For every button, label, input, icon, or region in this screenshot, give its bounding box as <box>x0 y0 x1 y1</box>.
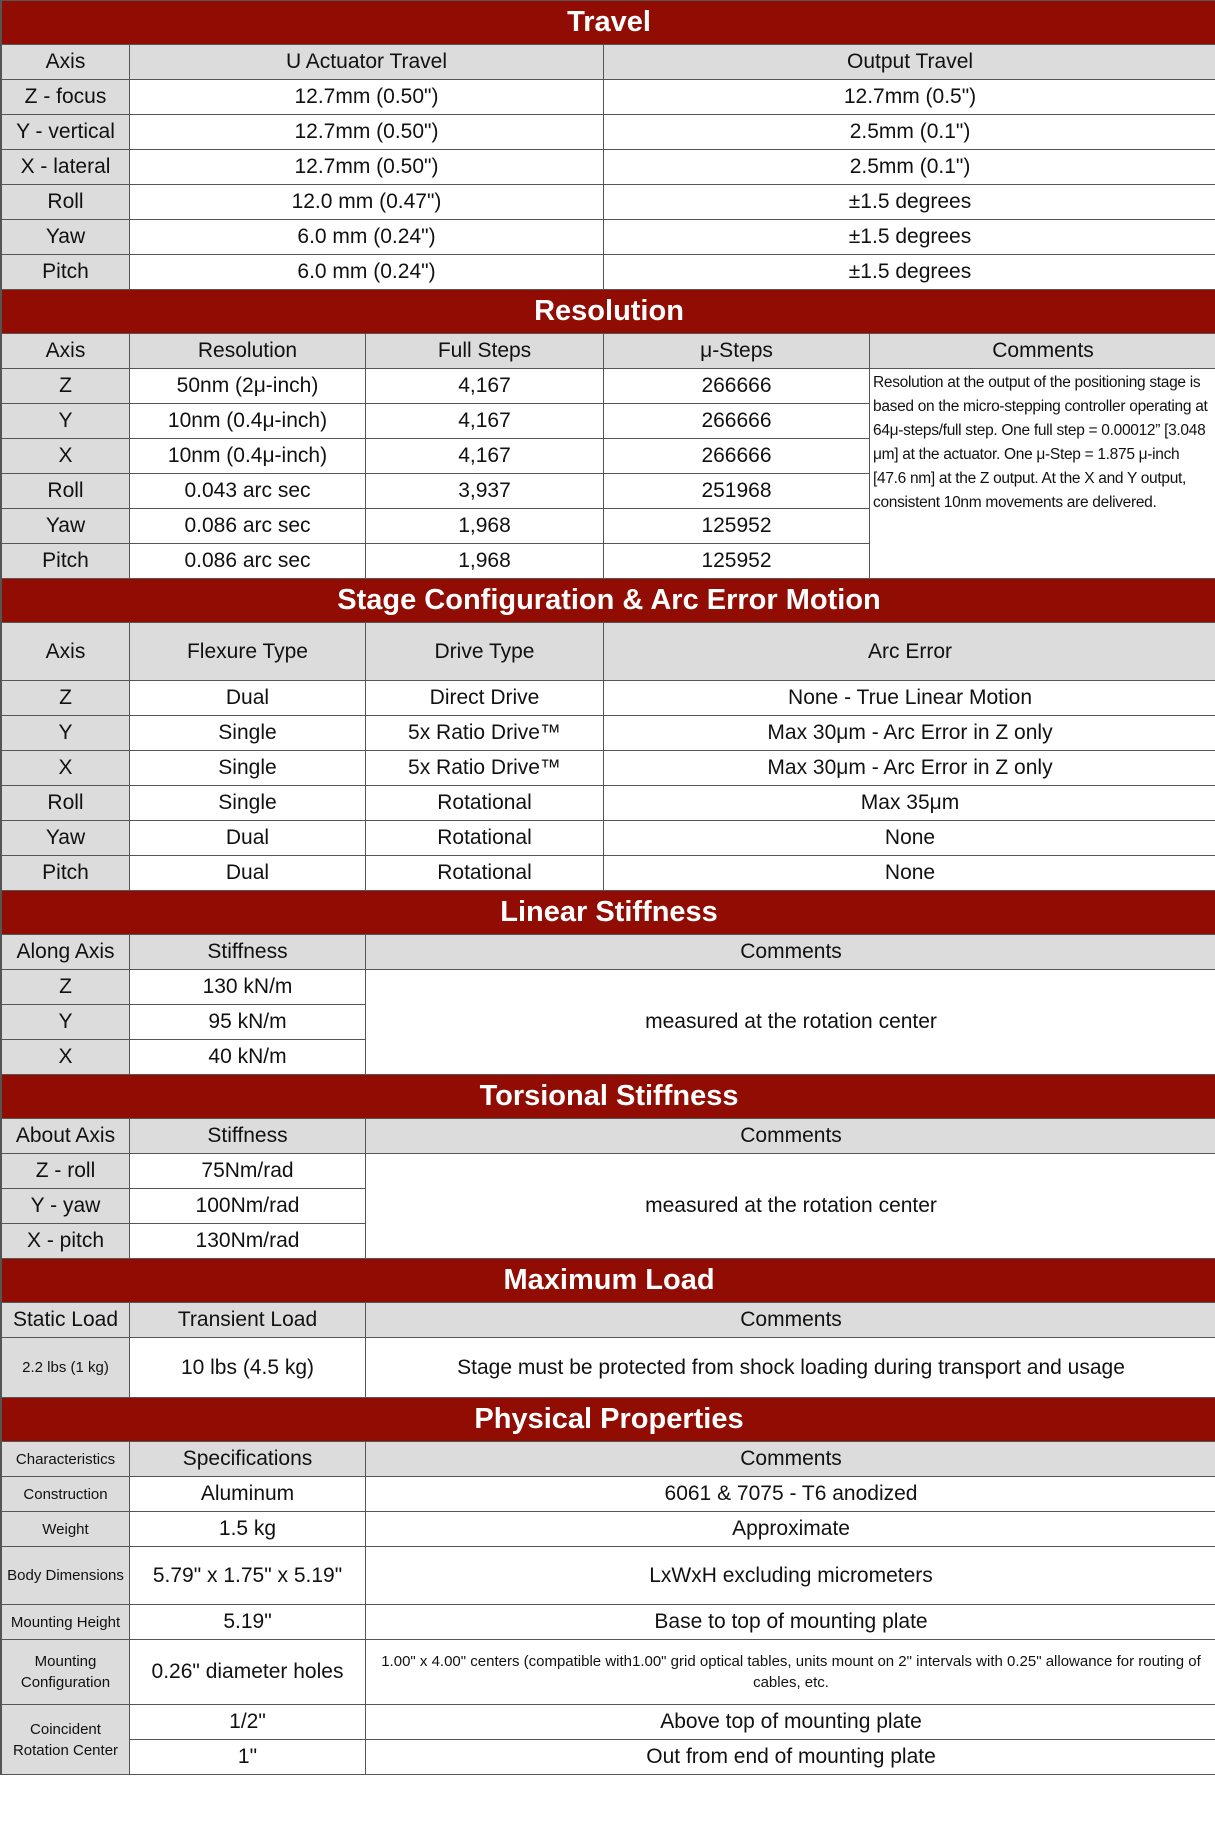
specification-value: 0.26" diameter holes <box>130 1640 366 1705</box>
flexure-type-value: Dual <box>130 856 366 891</box>
output-travel-value: ±1.5 degrees <box>604 255 1215 290</box>
axis-label: Y <box>2 716 130 751</box>
output-travel-value: 2.5mm (0.1") <box>604 150 1215 185</box>
drive-type-value: Rotational <box>366 856 604 891</box>
flexure-type-value: Single <box>130 751 366 786</box>
physical-comment: 1.00" x 4.00" centers (compatible with1.00" grid optical tables, units mount on 2" intervals with 0.25" allowance for routing of cables, etc. <box>366 1640 1215 1705</box>
arc-error-value: Max 30μm - Arc Error in Z only <box>604 751 1215 786</box>
table-row <box>2 1640 1215 1705</box>
stiffness-value: 40 kN/m <box>130 1040 366 1075</box>
axis-label: X <box>2 751 130 786</box>
micro-steps-value: 125952 <box>604 509 870 544</box>
flexure-type-value: Single <box>130 786 366 821</box>
resolution-value: 10nm (0.4μ-inch) <box>130 404 366 439</box>
table-row <box>2 751 1215 786</box>
characteristic-label: Mounting Configuration <box>2 1640 130 1705</box>
arc-error-value: None <box>604 856 1215 891</box>
resolution-value: 0.086 arc sec <box>130 544 366 579</box>
table-row <box>2 1547 1215 1605</box>
axis-label: X <box>2 439 130 474</box>
axis-label: Z <box>2 970 130 1005</box>
output-travel-value: 2.5mm (0.1") <box>604 115 1215 150</box>
full-steps-value: 1,968 <box>366 509 604 544</box>
stage-header-arc-error: Arc Error <box>604 623 1215 681</box>
table-row <box>2 970 1215 1005</box>
table-row <box>2 1154 1215 1189</box>
resolution-value: 10nm (0.4μ-inch) <box>130 439 366 474</box>
resolution-header-resolution: Resolution <box>130 334 366 369</box>
drive-type-value: 5x Ratio Drive™ <box>366 716 604 751</box>
full-steps-value: 4,167 <box>366 404 604 439</box>
resolution-comment: Resolution at the output of the positioning stage is based on the micro-stepping controller operating at 64μ-steps/full step. One full step = 0.00012” [3.048 μm] at the actuator. One μ-Step = 1.875 μ-inch [47.6 nm] at the Z output. At the X and Y output, consistent 10nm movements are delivered. <box>870 369 1215 579</box>
resolution-header-comments: Comments <box>870 334 1215 369</box>
micro-steps-value: 125952 <box>604 544 870 579</box>
axis-label: Pitch <box>2 255 130 290</box>
output-travel-value: ±1.5 degrees <box>604 220 1215 255</box>
torsional-header-stiffness: Stiffness <box>130 1119 366 1154</box>
flexure-type-value: Single <box>130 716 366 751</box>
stage-header-axis: Axis <box>2 623 130 681</box>
axis-label: X - pitch <box>2 1224 130 1259</box>
specification-value: 1.5 kg <box>130 1512 366 1547</box>
travel-section-title: Travel <box>2 1 1215 45</box>
axis-label: X <box>2 1040 130 1075</box>
actuator-travel-value: 12.7mm (0.50") <box>130 150 604 185</box>
resolution-header-full-steps: Full Steps <box>366 334 604 369</box>
table-row <box>2 220 1215 255</box>
physical-section-title: Physical Properties <box>2 1398 1215 1442</box>
axis-label: Yaw <box>2 509 130 544</box>
physical-comment: Out from end of mounting plate <box>366 1740 1215 1775</box>
axis-label: Roll <box>2 786 130 821</box>
axis-label: Y <box>2 404 130 439</box>
arc-error-value: Max 35μm <box>604 786 1215 821</box>
physical-header-comments: Comments <box>366 1442 1215 1477</box>
table-row <box>2 1740 1215 1775</box>
table-row <box>2 1338 1215 1398</box>
stage-header-drive: Drive Type <box>366 623 604 681</box>
drive-type-value: Rotational <box>366 821 604 856</box>
flexure-type-value: Dual <box>130 681 366 716</box>
travel-header-actuator: U Actuator Travel <box>130 45 604 80</box>
spec-table <box>1 0 1215 1775</box>
linear-section-title: Linear Stiffness <box>2 891 1215 935</box>
axis-label: Z - roll <box>2 1154 130 1189</box>
resolution-header-axis: Axis <box>2 334 130 369</box>
stiffness-value: 95 kN/m <box>130 1005 366 1040</box>
load-header-transient: Transient Load <box>130 1303 366 1338</box>
specification-value: 5.19" <box>130 1605 366 1640</box>
load-header-comments: Comments <box>366 1303 1215 1338</box>
full-steps-value: 4,167 <box>366 369 604 404</box>
table-row <box>2 681 1215 716</box>
table-row <box>2 1477 1215 1512</box>
specification-value: 5.79" x 1.75" x 5.19" <box>130 1547 366 1605</box>
table-row <box>2 185 1215 220</box>
load-section-title: Maximum Load <box>2 1259 1215 1303</box>
actuator-travel-value: 12.7mm (0.50") <box>130 80 604 115</box>
actuator-travel-value: 6.0 mm (0.24") <box>130 220 604 255</box>
rotation-center-label: Coincident Rotation Center <box>2 1705 130 1775</box>
physical-comment: LxWxH excluding micrometers <box>366 1547 1215 1605</box>
resolution-value: 0.086 arc sec <box>130 509 366 544</box>
arc-error-value: None <box>604 821 1215 856</box>
table-row <box>2 1512 1215 1547</box>
axis-label: Y - yaw <box>2 1189 130 1224</box>
physical-comment: Base to top of mounting plate <box>366 1605 1215 1640</box>
stiffness-value: 100Nm/rad <box>130 1189 366 1224</box>
torsional-comment: measured at the rotation center <box>366 1154 1215 1259</box>
output-travel-value: ±1.5 degrees <box>604 185 1215 220</box>
travel-header-output: Output Travel <box>604 45 1215 80</box>
actuator-travel-value: 12.7mm (0.50") <box>130 115 604 150</box>
static-load-value: 2.2 lbs (1 kg) <box>2 1338 130 1398</box>
transient-load-value: 10 lbs (4.5 kg) <box>130 1338 366 1398</box>
axis-label: Z - focus <box>2 80 130 115</box>
full-steps-value: 3,937 <box>366 474 604 509</box>
linear-header-stiffness: Stiffness <box>130 935 366 970</box>
table-row <box>2 150 1215 185</box>
resolution-header-micro-steps: μ-Steps <box>604 334 870 369</box>
full-steps-value: 1,968 <box>366 544 604 579</box>
actuator-travel-value: 6.0 mm (0.24") <box>130 255 604 290</box>
load-comment: Stage must be protected from shock loading during transport and usage <box>366 1338 1215 1398</box>
table-row <box>2 1605 1215 1640</box>
axis-label: X - lateral <box>2 150 130 185</box>
torsional-header-comments: Comments <box>366 1119 1215 1154</box>
stage-header-flexure: Flexure Type <box>130 623 366 681</box>
physical-header-characteristics: Characteristics <box>2 1442 130 1477</box>
characteristic-label: Body Dimensions <box>2 1547 130 1605</box>
travel-header-axis: Axis <box>2 45 130 80</box>
stiffness-value: 130 kN/m <box>130 970 366 1005</box>
linear-comment: measured at the rotation center <box>366 970 1215 1075</box>
axis-label: Z <box>2 369 130 404</box>
resolution-section-title: Resolution <box>2 290 1215 334</box>
full-steps-value: 4,167 <box>366 439 604 474</box>
table-row <box>2 856 1215 891</box>
actuator-travel-value: 12.0 mm (0.47") <box>130 185 604 220</box>
micro-steps-value: 266666 <box>604 439 870 474</box>
axis-label: Roll <box>2 474 130 509</box>
micro-steps-value: 266666 <box>604 369 870 404</box>
physical-comment: 6061 & 7075 - T6 anodized <box>366 1477 1215 1512</box>
characteristic-label: Weight <box>2 1512 130 1547</box>
resolution-value: 0.043 arc sec <box>130 474 366 509</box>
table-row <box>2 821 1215 856</box>
arc-error-value: None - True Linear Motion <box>604 681 1215 716</box>
axis-label: Pitch <box>2 544 130 579</box>
characteristic-label: Mounting Height <box>2 1605 130 1640</box>
characteristic-label: Construction <box>2 1477 130 1512</box>
axis-label: Yaw <box>2 220 130 255</box>
stiffness-value: 130Nm/rad <box>130 1224 366 1259</box>
linear-header-comments: Comments <box>366 935 1215 970</box>
output-travel-value: 12.7mm (0.5") <box>604 80 1215 115</box>
axis-label: Pitch <box>2 856 130 891</box>
physical-comment: Approximate <box>366 1512 1215 1547</box>
specification-value: 1" <box>130 1740 366 1775</box>
drive-type-value: 5x Ratio Drive™ <box>366 751 604 786</box>
table-row <box>2 255 1215 290</box>
axis-label: Roll <box>2 185 130 220</box>
physical-comment: Above top of mounting plate <box>366 1705 1215 1740</box>
torsional-header-axis: About Axis <box>2 1119 130 1154</box>
load-header-static: Static Load <box>2 1303 130 1338</box>
table-row <box>2 115 1215 150</box>
table-row <box>2 80 1215 115</box>
table-row <box>2 716 1215 751</box>
arc-error-value: Max 30μm - Arc Error in Z only <box>604 716 1215 751</box>
drive-type-value: Rotational <box>366 786 604 821</box>
axis-label: Yaw <box>2 821 130 856</box>
resolution-value: 50nm (2μ-inch) <box>130 369 366 404</box>
drive-type-value: Direct Drive <box>366 681 604 716</box>
axis-label: Y - vertical <box>2 115 130 150</box>
stage-section-title: Stage Configuration & Arc Error Motion <box>2 579 1215 623</box>
micro-steps-value: 251968 <box>604 474 870 509</box>
specification-value: Aluminum <box>130 1477 366 1512</box>
flexure-type-value: Dual <box>130 821 366 856</box>
table-row <box>2 1705 1215 1740</box>
table-row <box>2 786 1215 821</box>
specification-value: 1/2" <box>130 1705 366 1740</box>
axis-label: Y <box>2 1005 130 1040</box>
stiffness-value: 75Nm/rad <box>130 1154 366 1189</box>
physical-header-specifications: Specifications <box>130 1442 366 1477</box>
table-row <box>2 369 1215 404</box>
micro-steps-value: 266666 <box>604 404 870 439</box>
axis-label: Z <box>2 681 130 716</box>
linear-header-axis: Along Axis <box>2 935 130 970</box>
torsional-section-title: Torsional Stiffness <box>2 1075 1215 1119</box>
